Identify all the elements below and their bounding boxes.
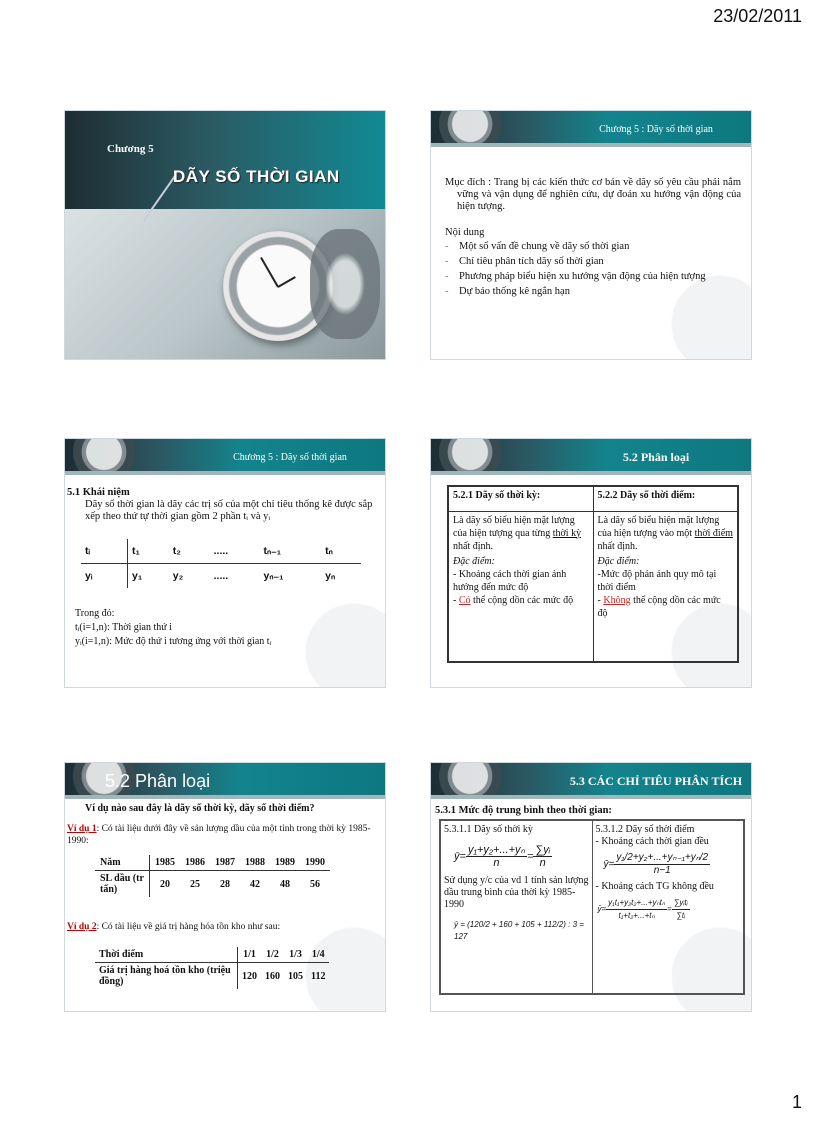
table-cell: 1987 bbox=[210, 855, 240, 871]
table-cell: tₙ bbox=[321, 539, 361, 564]
right-column bbox=[592, 820, 744, 994]
band-underbar bbox=[65, 795, 385, 799]
calc-text: (120/2 + 160 + 105 + 112/2) : 3 = 127 bbox=[454, 920, 584, 941]
list-item: - Dự báo thống kê ngắn hạn bbox=[445, 286, 741, 298]
table-cell: 1/3 bbox=[284, 947, 307, 963]
bullet-text: - Khoảng cách thời gian đều bbox=[595, 836, 709, 847]
table-cell: 20 bbox=[160, 878, 170, 890]
band-underbar bbox=[431, 143, 751, 147]
slide-band bbox=[65, 439, 385, 475]
table-cell: y₁ bbox=[132, 570, 143, 582]
table-cell: 56 bbox=[310, 878, 320, 890]
title-band bbox=[65, 111, 385, 209]
table-cell: ..... bbox=[210, 539, 260, 564]
slide-1-title bbox=[65, 111, 385, 359]
table-cell: 1/1 bbox=[238, 947, 262, 963]
table-cell: yₙ₋₁ bbox=[263, 570, 284, 582]
definition-text: Dãy số thời gian là dãy các trị số của một chỉ tiêu thống kê được sắp xếp theo thứ tự thời gian gồm 2 phần tᵢ và yᵢ bbox=[85, 499, 373, 522]
slide-6-indicators bbox=[431, 763, 751, 1011]
left-heading: 5.2.1 Dãy số thời kỳ: bbox=[448, 486, 593, 511]
list-item: - Một số vấn đề chung về dãy số thời gian bbox=[445, 241, 741, 253]
watch-icon bbox=[310, 229, 380, 339]
list-item: - Phương pháp biểu hiện xu hướng vận động của hiện tượng bbox=[445, 271, 741, 283]
chapter-label: Chương 5 bbox=[107, 143, 154, 155]
slide-5-examples bbox=[65, 763, 385, 1011]
table-cell: 112 bbox=[311, 970, 326, 982]
watch-icon bbox=[439, 439, 501, 475]
right-body bbox=[593, 511, 738, 662]
table-cell: 1/2 bbox=[261, 947, 284, 963]
table-cell: Thời điểm bbox=[95, 947, 238, 963]
feature-label: Đặc điểm: bbox=[453, 555, 495, 567]
mean-level-table bbox=[439, 819, 745, 995]
table-cell: yₙ bbox=[325, 570, 336, 582]
example-text: : Có tài liệu dưới đây về sản lượng dầu của một tỉnh trong thời kỳ 1985-1990: bbox=[67, 824, 371, 846]
comparison-table bbox=[447, 485, 739, 663]
watch-icon bbox=[439, 111, 501, 147]
example-2 bbox=[67, 921, 377, 933]
content-label: Nội dung bbox=[445, 227, 485, 238]
text: thể cộng dồn các mức độ bbox=[470, 594, 574, 606]
inventory-table bbox=[95, 947, 329, 989]
slide-band bbox=[431, 111, 751, 147]
bullet-text: - Khoảng cách TG không đều bbox=[595, 881, 714, 892]
slide-body bbox=[445, 177, 741, 301]
band-underbar bbox=[431, 795, 751, 799]
table-cell: 1986 bbox=[180, 855, 210, 871]
text-underlined: thời kỳ bbox=[552, 527, 582, 539]
table-cell: 42 bbox=[250, 878, 260, 890]
table-cell: tᵢ bbox=[81, 539, 128, 564]
page-number: 1 bbox=[791, 1092, 802, 1112]
slide-band bbox=[431, 439, 751, 475]
table-cell: 160 bbox=[265, 970, 280, 982]
section-heading: 5.1 Khái niệm bbox=[67, 487, 130, 498]
feature-item bbox=[453, 594, 589, 607]
table-cell: 1989 bbox=[270, 855, 300, 871]
example-label: Ví dụ 2 bbox=[67, 922, 97, 932]
table-cell: 1988 bbox=[240, 855, 270, 871]
legend-text bbox=[75, 607, 271, 649]
example-text: Sử dụng y/c của vd 1 tính sản lượng dầu trung bình của thời kỳ 1985-1990 bbox=[444, 875, 589, 910]
band-title: 5.2 Phân loại bbox=[105, 771, 211, 791]
content-list bbox=[445, 241, 741, 298]
slide-band bbox=[431, 763, 751, 799]
watch-icon bbox=[73, 439, 135, 475]
text: Là dãy số biểu hiện mặt lượng của hiện tượng vào một bbox=[597, 514, 720, 539]
highlight-text: Không bbox=[603, 594, 631, 606]
table-cell: 1990 bbox=[300, 855, 330, 871]
list-item: - Chỉ tiêu phân tích dãy số thời gian bbox=[445, 256, 741, 268]
feature-label: Đặc điểm: bbox=[597, 555, 640, 567]
table-cell: 105 bbox=[288, 970, 303, 982]
text: nhất định. bbox=[597, 540, 638, 552]
highlight-text: Có bbox=[458, 594, 471, 606]
subsection-heading: 5.3.1 Mức độ trung bình theo thời gian: bbox=[435, 805, 612, 816]
equal-interval-formula: ȳ= $\frac{\text{y₁/2+y₂+...+yₙ₋₁+yₙ/2}}{n-1}$ bbox=[603, 852, 709, 876]
left-body bbox=[448, 511, 593, 662]
band-underbar bbox=[431, 471, 751, 475]
text: - bbox=[453, 594, 459, 606]
table-cell: 25 bbox=[190, 878, 200, 890]
table-cell: 120 bbox=[242, 970, 257, 982]
slide-band bbox=[65, 763, 385, 799]
feature-item bbox=[598, 594, 734, 620]
band-title: Chương 5 : Dãy số thời gian bbox=[233, 451, 347, 463]
table-cell: 28 bbox=[220, 878, 230, 890]
text: thể cộng dồn các mức độ bbox=[597, 594, 721, 619]
left-column bbox=[440, 820, 592, 994]
question-text: Ví dụ nào sau đây là dãy số thời kỳ, dãy số thời điểm? bbox=[85, 803, 315, 814]
purpose-text: Mục đích : Trang bị các kiến thức cơ bản về dãy số yêu cầu phải nắm vững và vận dụng để nghiên cứu, dự đoán xu hướng vận động của hiện tượng. bbox=[445, 177, 741, 212]
date-label: 23/02/2011 bbox=[713, 6, 802, 26]
text: - bbox=[597, 594, 604, 606]
slide-3-concept bbox=[65, 439, 385, 687]
text: nhất định. bbox=[453, 540, 493, 552]
right-heading: 5.2.2 Dãy số thời điểm: bbox=[593, 486, 738, 511]
table-cell: y₂ bbox=[172, 570, 184, 582]
table-cell: t₂ bbox=[169, 539, 210, 564]
calc-formula: ȳ = (120/2 + 160 + 105 + 112/2) : 3 = 127 bbox=[454, 920, 584, 941]
band-title: 5.2 Phân loại bbox=[622, 449, 690, 464]
table-cell: t₁ bbox=[128, 539, 169, 564]
t-y-table bbox=[81, 539, 361, 588]
period-mean-formula: ȳ= $\frac{\text{y₁+y₂+...+yₙ}}{n}$ = $\frac{\text{∑yᵢ}}{n}$ bbox=[454, 844, 551, 869]
title-background bbox=[65, 111, 385, 359]
unequal-interval-formula: ȳ= $\frac{\text{y₁t₁+y₂t₂+...+yₙtₙ}}{\text{t₁+t₂+...+tₙ}}$ = $\frac{\text{∑yᵢtᵢ}}{\text{∑tᵢ}}$ bbox=[597, 898, 688, 920]
where-label: Trong đó: bbox=[75, 608, 115, 619]
slide-body bbox=[67, 487, 377, 523]
example-1 bbox=[67, 823, 377, 847]
slide-2-purpose bbox=[431, 111, 751, 359]
table-cell: ..... bbox=[213, 570, 229, 582]
oil-output-table bbox=[95, 855, 330, 897]
watch-icon bbox=[439, 763, 501, 799]
table-cell: 1985 bbox=[150, 855, 181, 871]
example-label: Ví dụ 1 bbox=[67, 824, 97, 834]
table-cell: 1/4 bbox=[307, 947, 329, 963]
feature-item: -Mức độ phản ánh quy mô tại thời điểm bbox=[597, 568, 717, 593]
t-description: tᵢ(i=1,n): Thời gian thứ i bbox=[75, 622, 172, 633]
text-underlined: thời điểm bbox=[694, 527, 733, 539]
slide-title: DÃY SỐ THỜI GIAN bbox=[173, 167, 340, 186]
slide-4-classification bbox=[431, 439, 751, 687]
band-title: 5.3 CÁC CHỈ TIÊU PHÂN TÍCH bbox=[569, 773, 743, 788]
y-description: yᵢ(i=1,n): Mức độ thứ i tương ứng với thời gian tᵢ bbox=[75, 636, 272, 647]
table-cell: Năm bbox=[95, 855, 150, 871]
left-heading: 5.3.1.1 Dãy số thời kỳ bbox=[444, 824, 533, 835]
band-title: Chương 5 : Dãy số thời gian bbox=[599, 123, 713, 135]
table-cell: 48 bbox=[280, 878, 290, 890]
table-cell: tₙ₋₁ bbox=[260, 539, 322, 564]
feature-item: - Khoảng cách thời gian ảnh hưởng đến mức độ bbox=[453, 568, 567, 593]
example-text: : Có tài liệu về giá trị hàng hóa tồn kho như sau: bbox=[96, 922, 281, 932]
table-cell: SL dầu (tr tấn) bbox=[95, 871, 150, 898]
text: Là dãy số biểu hiện mặt lượng của hiện tượng qua từng bbox=[453, 514, 575, 539]
table-cell: Giá trị hàng hoá tồn kho (triệu đồng) bbox=[95, 963, 238, 990]
right-heading: 5.3.1.2 Dãy số thời điểm bbox=[595, 824, 695, 835]
table-cell: yᵢ bbox=[81, 564, 128, 589]
band-underbar bbox=[65, 471, 385, 475]
